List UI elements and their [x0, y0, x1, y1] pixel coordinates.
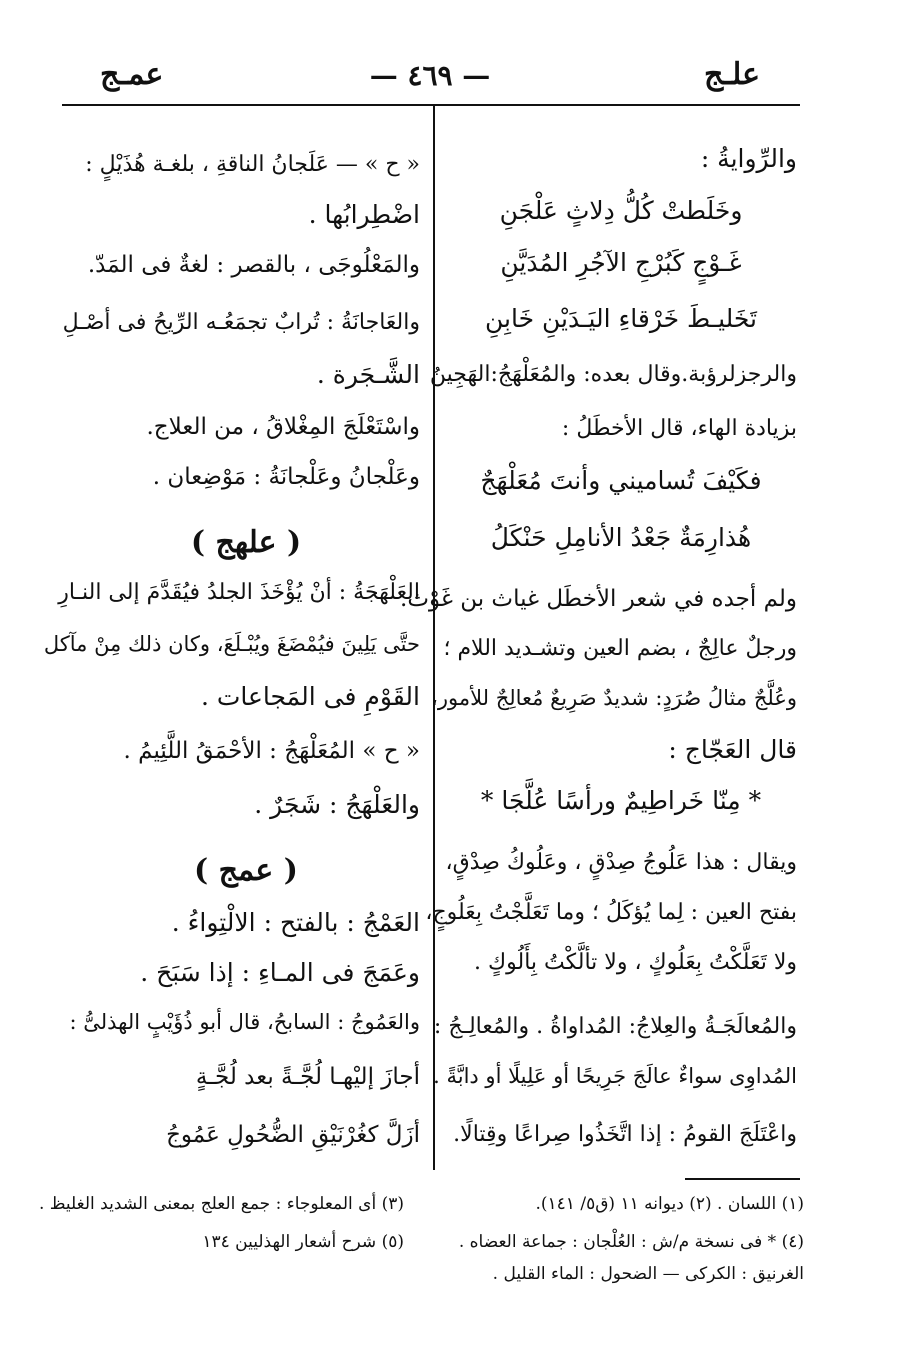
text-line: والعَمُوجُ : السابحُ، قال أبو ذُؤَيْبٍ الهذلىُّ : — [69, 1010, 420, 1034]
page-header — [60, 55, 800, 95]
text-line: ولم أجده في شعر الأخطَل غياث بن غَوْث. — [400, 586, 797, 612]
text-line: اضْطِرابُها . — [308, 200, 420, 229]
right-root-heading: علـج — [704, 57, 760, 92]
footnote: (٤) * فى نسخة م/ش : العُلْجان : جماعة العضاه . — [458, 1232, 804, 1252]
footnote: الغرنيق : الكركى — الضحول : الماء القليل . — [492, 1264, 804, 1284]
column-divider — [433, 104, 435, 1170]
text-line: والرِّوايةُ : — [700, 144, 797, 173]
footnote: (٣) أى المعلوجاء : جمع العلج بمعنى الشديد الغليظ . — [38, 1194, 404, 1214]
text-line: ويقال : هذا عَلُوجُ صِدْقٍ ، وعَلُوكُ صِدْقٍ، — [445, 850, 797, 875]
footnote: (٥) شرح أشعار الهذليين ١٣٤ — [202, 1232, 404, 1252]
footnote: (١) اللسان . (٢) ديوانه ١١ (ق٥/ ١٤١). — [535, 1194, 804, 1214]
header-rule — [62, 104, 800, 106]
text-line: العَمْجُ : بالفتح : الالْتِواءُ . — [171, 908, 420, 937]
text-line: « ح » — عَلَجانُ الناقةِ ، بلغـة هُذَيْلٍ : — [85, 152, 420, 177]
text-line: وعَمَجَ فى المـاءِ : إذا سَبَحَ . — [140, 958, 420, 987]
footnote-rule — [685, 1178, 800, 1180]
text-line: المُداوِى سواءٌ عالَجَ جَرِيحًا أو عَلِيلًا أو دابَّةً . — [433, 1064, 797, 1088]
text-line: واعْتَلَجَ القومُ : إذا اتَّخَذُوا صِراعًا وقِتالًا. — [453, 1122, 797, 1147]
text-line: حتَّى يَلِينَ فيُمْضَغَ ويُبْـلَعَ، وكان ذلك مِنْ مآكل — [43, 632, 420, 656]
text-line: وعَلْجانُ وعَلْجانَةُ : مَوْضِعان . — [152, 464, 420, 490]
text-line: والمُعالَجَـةُ والعِلاجُ: المُداواةُ . والمُعالِـجُ : — [433, 1014, 797, 1039]
verse-line: تَخَليـطَ خَرْقاءِ اليَـدَيْنِ خَابِنِ — [485, 304, 757, 333]
text-line: القَوْمِ فى المَجاعات . — [200, 682, 420, 711]
text-line: والرجزلرؤبة.وقال بعده: والمُعَلْهَجُ:الهَجِينُ — [429, 362, 797, 387]
left-root-heading: عمـج — [100, 57, 164, 92]
text-line: ولا تَعَلَّكْتُ بِعَلُوكٍ ، ولا تألَّكْتُ بِأَلُوكٍ . — [474, 950, 797, 975]
verse-line: هُذارِمَةٌ جَعْدُ الأنامِلِ حَنْكَلُ — [490, 523, 752, 552]
text-line: والعَلْهَجُ : شَجَرٌ . — [254, 790, 420, 819]
text-line: واسْتَعْلَجَ المِغْلاقُ ، من العلاج. — [146, 414, 420, 440]
verse-line: وخَلَطتْ كُلُّ دِلاثٍ عَلْجَنِ — [499, 196, 743, 225]
text-line: العَلْهَجَةُ : أنْ يُؤْخَذَ الجلدُ فيُقَدَّمَ إلى النـارِ — [58, 580, 420, 605]
text-line: بزيادة الهاء، قال الأخطَلُ : — [561, 416, 797, 441]
text-line: « ح » المُعَلْهَجُ : الأحْمَقُ اللَّئِيمُ . — [123, 738, 420, 764]
text-line: وعُلَّجٌ مثالُ صُرَدٍ: شديدٌ صَرِيعٌ مُعالِجٌ للأمور، — [431, 686, 797, 710]
text-line: ورجلٌ عالِجٌ ، بضم العين وتشـديد اللام ؛ — [443, 636, 797, 661]
verse-line: غَـوْجٍ كَبُرْجِ الآجُرِ المُدَيَّنِ — [500, 248, 742, 277]
entry-heading-alhaj: ( علهج ) — [190, 525, 302, 560]
page-number: — ٤٦٩ — — [369, 59, 491, 92]
verse-line: أجازَ إليْهـا لُجَّـةً بعد لُجَّـةٍ — [195, 1064, 420, 1090]
text-line: والمَعْلُوجَى ، بالقصر : لغةٌ فى المَدّ. — [87, 252, 420, 278]
text-line: قال العَجّاج : — [668, 735, 797, 764]
text-line: بفتح العين : لِما يُؤكَلُ ؛ وما تَعَلَّجْتُ بِعَلُوجٍ، — [425, 900, 797, 925]
verse-line: فكَيْفَ تُساميني وأنتَ مُعَلْهَجٌ — [480, 466, 762, 495]
text-line: الشَّـجَرة . — [316, 360, 420, 389]
entry-heading-amaj: ( عمج ) — [194, 853, 298, 888]
verse-line: * مِنّا خَراطِيمٌ ورأسًا عُلَّجَا * — [480, 786, 762, 815]
text-line: والعَاجانَةُ : تُرابٌ تجمَعُـه الرِّيحُ فى أصْـلِ — [62, 310, 420, 335]
verse-line: أزَلَّ كغُرْنَيْقِ الضُّحُولِ عَمُوجُ — [166, 1122, 420, 1148]
